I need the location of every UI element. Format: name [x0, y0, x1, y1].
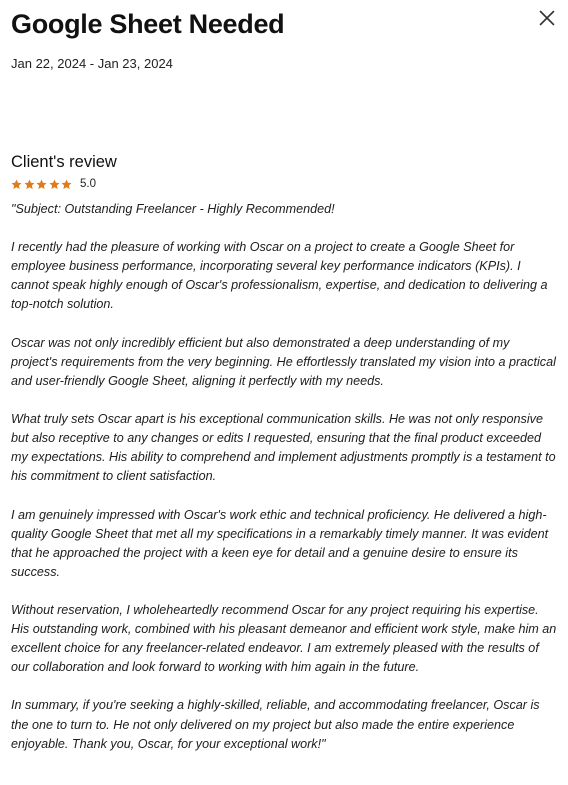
client-review-heading: Client's review — [11, 153, 117, 171]
star-icon — [24, 179, 35, 190]
star-icon — [61, 179, 72, 190]
rating-value: 5.0 — [80, 178, 96, 190]
star-icon — [11, 179, 22, 190]
star-icon — [36, 179, 47, 190]
review-text — [11, 200, 559, 754]
review-paragraph: Oscar was not only incredibly efficient but also demonstrated a deep understanding of my project's requirements from the very beginning. He effortlessly translated my vision into a practical and user-friendly Google Sheet, aligning it perfectly with my needs. — [11, 335, 556, 388]
rating — [11, 177, 556, 191]
close-button[interactable] — [538, 9, 556, 27]
rating-stars — [11, 179, 72, 190]
review-paragraph: Without reservation, I wholeheartedly recommend Oscar for any project requiring his expertise. His outstanding work, combined with his pleasant demeanor and efficient work style, make him an excellent choice for any freelancer-related endeavor. I am extremely pleased with the results of our collaboration and look forward to working with him again in the future. — [11, 602, 557, 675]
contract-date-range: Jan 22, 2024 - Jan 23, 2024 — [11, 56, 173, 71]
review-paragraph: What truly sets Oscar apart is his exceptional communication skills. He was not only responsive but also receptive to any changes or edits I requested, ensuring that the final product exceeded my expectations. His ability to comprehend and implement adjustments promptly is a testament to his commitment to client satisfaction. — [11, 412, 556, 484]
review-paragraph: "Subject: Outstanding Freelancer - Highly Recommended! — [11, 202, 335, 216]
close-icon — [538, 9, 556, 27]
modal-title: Google Sheet Needed — [11, 9, 285, 39]
review-paragraph: I recently had the pleasure of working with Oscar on a project to create a Google Sheet for employee business performance, incorporating several key performance indicators (KPIs). I cannot speak highly enough of Oscar's professionalism, expertise, and dedication to delivering a top-notch solution. — [11, 240, 548, 312]
review-paragraph: In summary, if you're seeking a highly-skilled, reliable, and accommodating freelancer, Oscar is the one to turn to. He not only delivered on my project but also made the entire experience enjoyable. Thank you, Oscar, for your exceptional work!" — [11, 698, 540, 751]
star-icon — [49, 179, 60, 190]
review-paragraph: I am genuinely impressed with Oscar's work ethic and technical proficiency. He delivered a high-quality Google Sheet that met all my specifications in a remarkably timely manner. It was evident that he approached the project with a keen eye for detail and a genuine desire to ensure its success. — [11, 507, 549, 579]
